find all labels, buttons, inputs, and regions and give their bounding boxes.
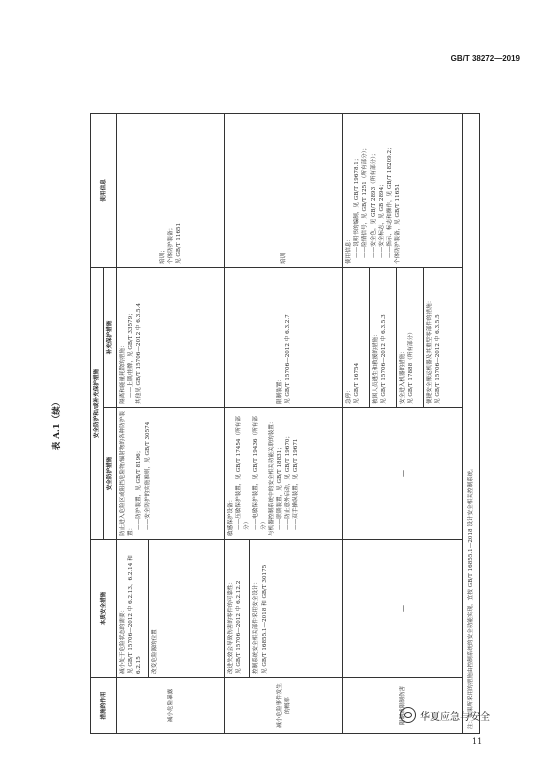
cell-text: 与机器控制系统中的安全相关功能关联的装置： [268,418,275,536]
cell-text: ——安全标志，见 GB 2894； [378,181,385,258]
supp-part [343,268,370,407]
supplementary-cell [117,267,225,407]
cell-text: ——险情信号，见 GB/T 1251（所有部分）； [362,144,369,258]
cell-text: 见 GB/T 11651 [175,222,182,264]
standard-number: GB/T 38272—2019 [450,54,520,63]
table-caption: 表 A.1（续） [52,397,62,451]
guard-cell: — [343,408,463,540]
info-cell [225,113,343,267]
cell-text: 防止进入危险区或阻挡危险物/辐射物的各种防护装置： [120,411,135,536]
inherent-cell [225,540,343,678]
cell-text: ——上锁/挂牌，见 GB/T 33579； [128,310,135,398]
guard-cell [225,408,343,540]
cell-text: 敏感保护设备： [228,496,235,536]
watermark-text: 华夏应急与安全 [420,711,490,723]
header-info: 使用信息 [91,113,117,267]
supplementary-cell [225,267,343,407]
rotated-table-area [52,114,482,734]
cell-text: 培训； [159,247,166,264]
header-guard: 安全防护措施 [104,408,117,540]
measures-table [90,113,480,734]
cell-text: 改变危险源的位置 [148,540,159,677]
cell-text: 使用信息： [346,236,353,264]
info-cell [343,113,463,267]
cell-text: 见 GB/T 15706—2012 中 6.3.2.7 [284,314,291,404]
cell-text: ——防护装置，见 GB/T 8196； [136,447,143,530]
cell-text: ——说明书的编制，见 GB/T 19678.1； [354,155,361,258]
cell-text: 隔离和能量耗散的措施： [120,342,127,404]
cell-text: 个体防护装备； [167,224,174,264]
header-inherent: 本质安全措施 [91,540,117,678]
cell-text: 见 GB/T 16855.1—2018 和 GB/T 30175 [261,564,268,674]
cell-text: 控制系统安全相关部件采用安全设计： [249,540,260,677]
cell-text: ——安全色，见 GB/T 2893（所有部分）； [370,150,377,258]
header-protection-group: 安全防护和/或补充保护措施 [91,267,104,539]
cell-text: 减小处于危险状态的需要： [120,606,127,674]
cell-text: 见 GB/T 15706—2012 中 6.3.5.5 [435,314,442,404]
cell-text: ——安全防护的实施准则，见 GB/T 30574 [144,421,151,530]
cell-text: ——双手操纵装置，见 GB/T 19671 [293,438,300,530]
inherent-cell: — [343,540,463,678]
cell-text: ——联锁装置，见 GB/T 18831； [276,444,283,530]
cell-text: 培训 [280,252,287,264]
table-header-row [91,113,104,733]
supp-part [370,268,397,407]
cell-text: 改进失效会导致伤害的零件的可靠性： [228,578,235,674]
header-supplementary: 补充保护措施 [104,267,117,407]
cell-text: 见 GB/T 16754 [354,362,361,404]
inherent-cell [117,540,225,678]
cell-text: 见 GB/T 15706—2012 中 6.3.5.3 [381,314,388,404]
cell-text: 限制装置： [276,376,283,404]
supplementary-cell [343,267,463,407]
guard-cell [117,408,225,540]
table-note: 注：如果所采用的措施由控制系统的安全功能实现，宜按 GB/T 16855.1—2018 设计安全相关控制系统。 [463,113,480,733]
purpose-cell: 限制或限制伤害 [343,678,463,734]
cell-text: 个体防护装备，见 GB/T 11651 [394,183,401,264]
cell-text: 被困人员逃生和救援的措施： [373,331,380,404]
watermark [400,707,490,723]
header-purpose: 措施的作用 [91,678,117,734]
info-cell [117,113,225,267]
cell-text: 见 GB/T 15706—2012 中 6.2.12.2 [236,580,243,674]
wechat-icon [400,707,416,723]
purpose-cell: 减小危险暴露 [117,678,225,734]
cell-text: ——电敏保护装置，见 GB/T 19436（所有部分） [252,416,267,530]
cell-text: 见 GB/T 15706—2012 中 6.2.13、6.2.14 和 6.2.15 [128,555,143,674]
note-row [463,113,480,733]
table-row [117,113,225,733]
table-row [343,113,463,733]
cell-text: ——防止意外启动，见 GB/T 19670； [284,432,291,530]
cell-text: ——指示、标志和操作，见 GB/T 18209.2； [386,144,393,258]
cell-text: ——压敏保护装置，见 GB/T 17454（所有部分） [236,416,251,530]
supp-part [397,268,424,407]
page-number: 11 [472,737,483,746]
cell-text: 其他见 GB/T 15706—2012 中 6.3.5.4 [136,303,143,404]
cell-text: 急停： [346,387,353,404]
purpose-cell: 减小危险事件发生的概率 [225,678,343,734]
cell-text: 见 GB/T 17888（所有部分） [408,329,415,404]
supp-part [424,268,444,407]
cell-text: 安全进入机器的措施： [400,348,407,404]
cell-text: 便捷安全搬运机器及其重型零部件的措施： [427,297,434,404]
table-row [225,113,343,733]
